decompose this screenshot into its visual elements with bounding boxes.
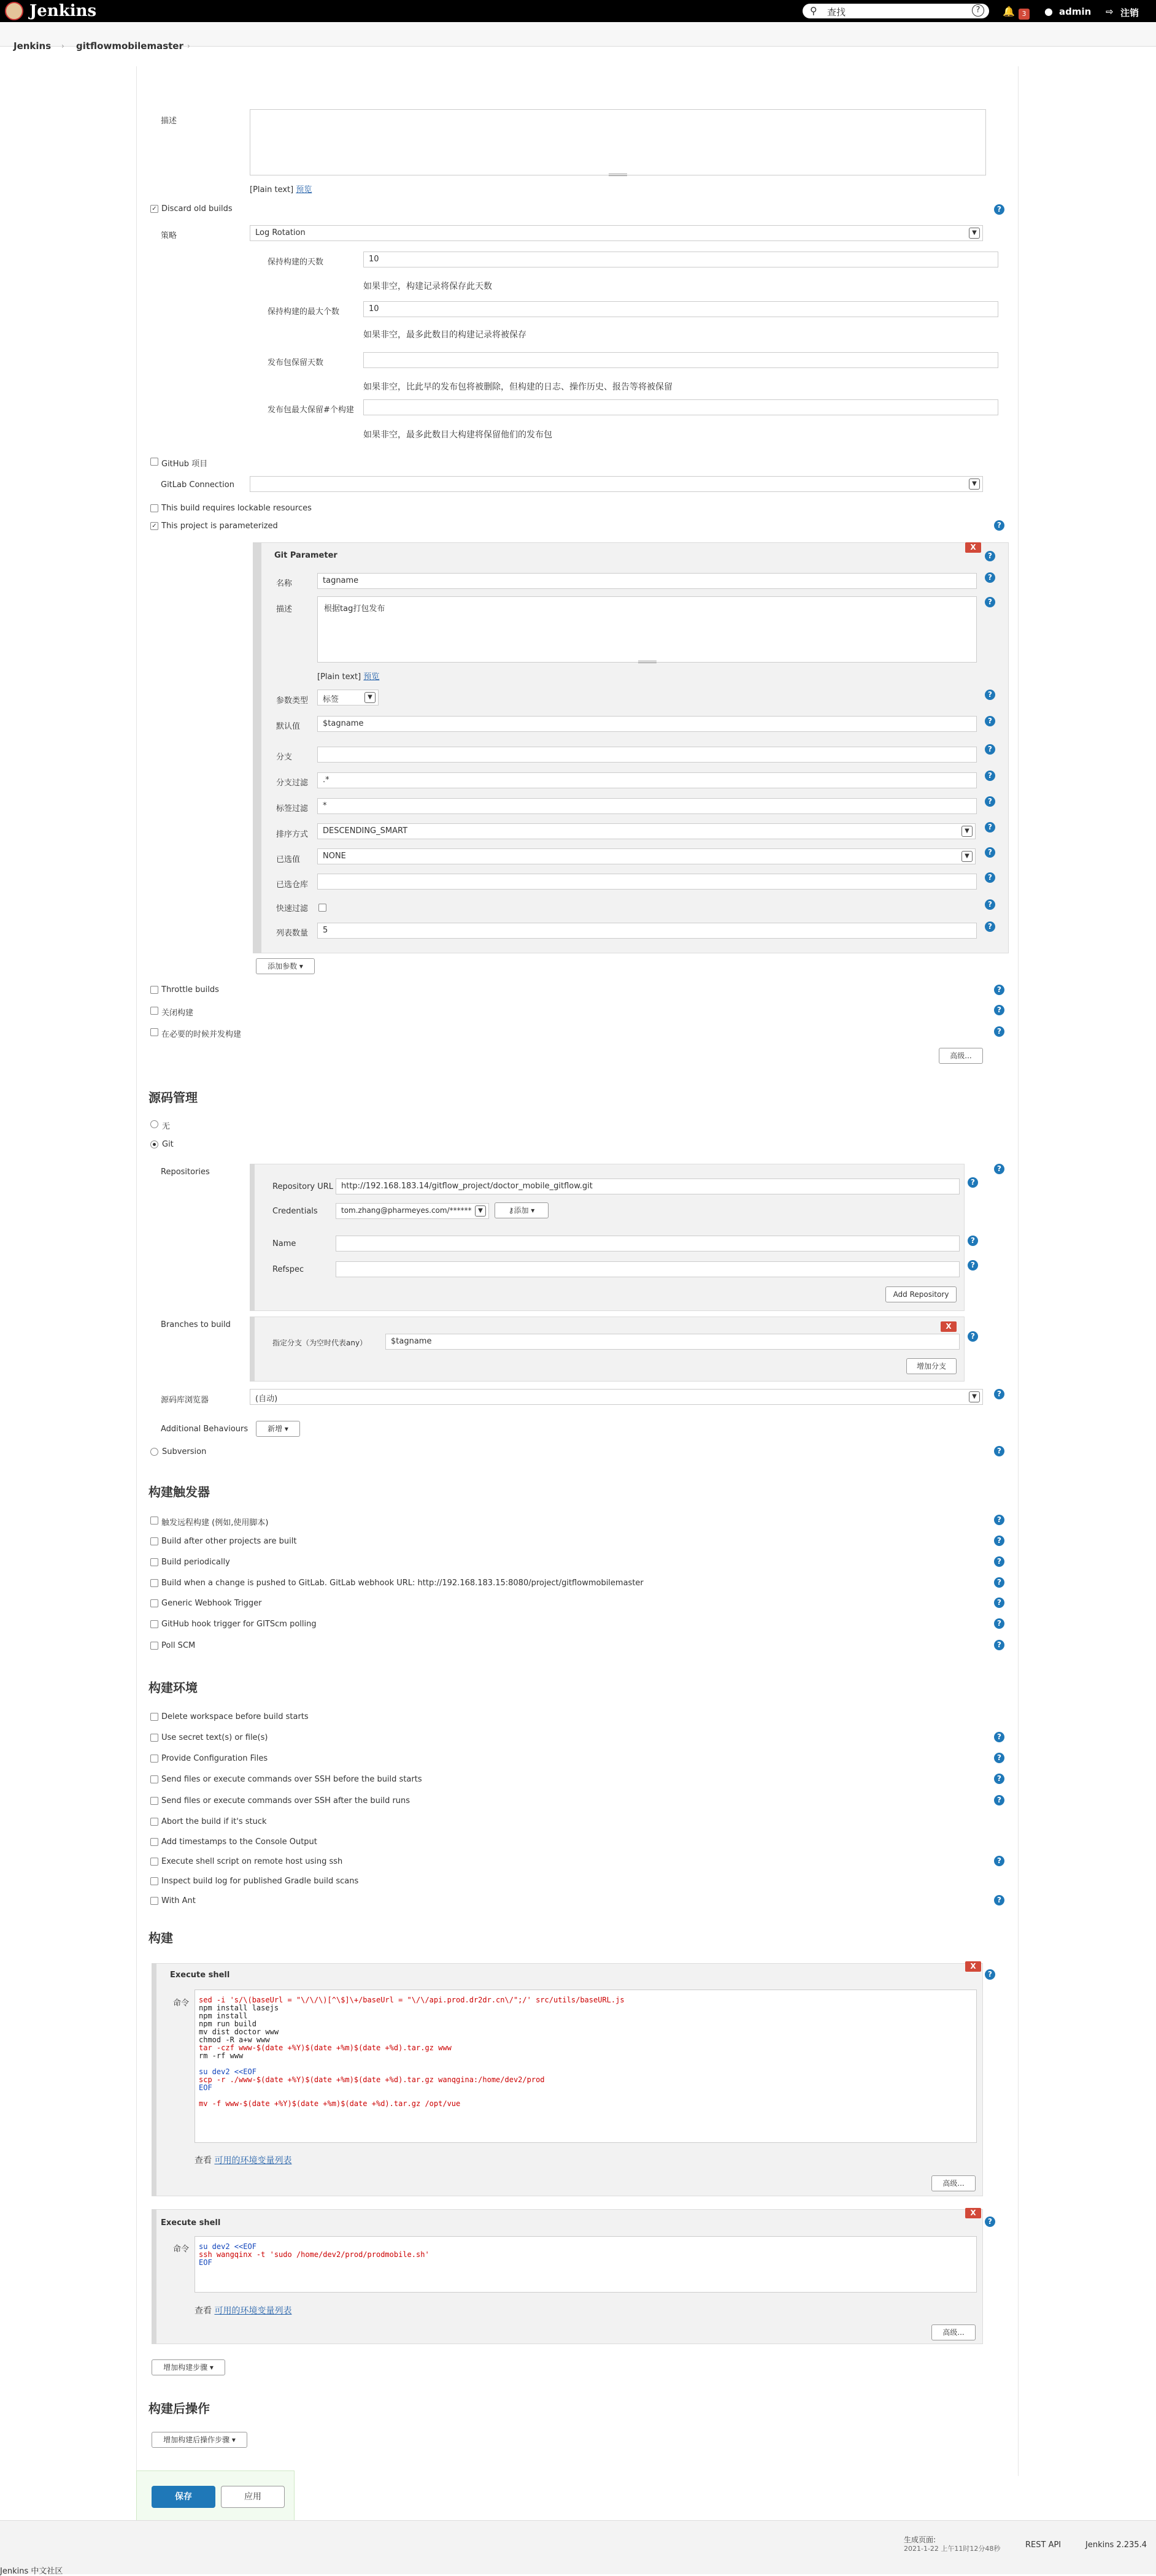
- help-icon[interactable]: ?: [985, 771, 995, 781]
- help-icon[interactable]: ?: [994, 1005, 1004, 1015]
- description-textarea[interactable]: [250, 109, 986, 175]
- step-advanced-button[interactable]: 高级...: [931, 2175, 976, 2191]
- version-link[interactable]: Jenkins 2.235.4: [1085, 2540, 1147, 2550]
- community-link[interactable]: Jenkins 中文社区: [0, 2567, 63, 2576]
- generated-label: 生成页面:: [904, 2536, 936, 2544]
- max-label: 保持构建的最大个数: [268, 307, 340, 317]
- help-icon[interactable]: ?: [994, 1389, 1004, 1399]
- repo-name-input[interactable]: [336, 1236, 960, 1251]
- help-icon[interactable]: ?: [994, 1026, 1004, 1037]
- lockable-checkbox[interactable]: [150, 504, 158, 512]
- env-heading: 构建环境: [148, 1680, 198, 1695]
- code-line: sed -i 's/\(baseUrl = "\/\/\)[^\$]\+/baseUrl = "\/\/api.prod.dr2dr.cn\/";/' src/utils/baseURL.js: [199, 1996, 625, 2004]
- branch-spec-label: 指定分支（为空时代表any）: [272, 1339, 368, 1347]
- preview-link[interactable]: 预览: [296, 185, 312, 194]
- branch-input[interactable]: [317, 747, 977, 763]
- env-label: Send files or execute commands over SSH after the build runs: [161, 1796, 410, 1805]
- help-icon[interactable]: ?: [968, 1260, 978, 1271]
- section-handle[interactable]: [253, 542, 261, 953]
- trigger-label: Generic Webhook Trigger: [161, 1599, 262, 1608]
- env-checkbox[interactable]: [150, 1775, 158, 1783]
- env-label: Send files or execute commands over SSH before the build starts: [161, 1775, 422, 1784]
- refspec-input[interactable]: [336, 1261, 960, 1277]
- name-label: 名称: [276, 579, 293, 588]
- step-title: Execute shell: [170, 1970, 230, 1980]
- credentials-label: Credentials: [272, 1207, 318, 1216]
- help-icon[interactable]: ?: [994, 1753, 1004, 1763]
- env-label: Add timestamps to the Console Output: [161, 1837, 317, 1847]
- artifact-max-input[interactable]: [363, 399, 998, 415]
- step-title: Execute shell: [161, 2218, 221, 2228]
- repositories-label: Repositories: [161, 1167, 210, 1177]
- branches-label: Branches to build: [161, 1320, 231, 1329]
- max-input[interactable]: 10: [363, 301, 998, 317]
- trigger-checkbox[interactable]: [150, 1599, 158, 1607]
- breadcrumb-home[interactable]: Jenkins: [13, 40, 52, 52]
- selected-select[interactable]: NONE ▼: [317, 848, 976, 864]
- command-textarea-1[interactable]: [195, 1990, 977, 2143]
- help-icon[interactable]: ?: [968, 1331, 978, 1342]
- save-button[interactable]: 保存: [152, 2486, 215, 2508]
- trigger-checkbox[interactable]: [150, 1620, 158, 1628]
- env-vars-hint: 查看 可用的环境变量列表: [195, 2306, 292, 2316]
- post-build-heading: 构建后操作: [148, 2401, 210, 2416]
- advanced-button[interactable]: 高级...: [939, 1048, 983, 1064]
- delete-step-button[interactable]: X: [965, 1961, 981, 1972]
- throttle-label: Throttle builds: [161, 985, 219, 994]
- env-vars-link[interactable]: 可用的环境变量列表: [214, 2156, 292, 2166]
- section-handle[interactable]: [250, 1164, 255, 1311]
- param-desc-textarea[interactable]: 根据tag打包发布: [317, 596, 977, 663]
- code-line: scp -r ./www-$(date +%Y)$(date +%m)$(date +%d).tar.gz wanqgina:/home/dev2/prod: [199, 2075, 545, 2084]
- trigger-checkbox[interactable]: [150, 1579, 158, 1587]
- trigger-label: Build when a change is pushed to GitLab. GitLab webhook URL: http://192.168.183.15:8080/project/gitflowmobilemaster: [161, 1578, 644, 1588]
- parameterized-checkbox[interactable]: ✓: [150, 522, 158, 530]
- breadcrumb-separator: ›: [61, 42, 64, 50]
- command-label: 命令: [173, 1999, 190, 2008]
- env-checkbox[interactable]: [150, 1797, 158, 1805]
- browser-select[interactable]: (自动) ▼: [250, 1389, 983, 1405]
- tag-filter-input[interactable]: *: [317, 798, 977, 814]
- help-icon[interactable]: ?: [994, 1795, 1004, 1805]
- default-input[interactable]: $tagname: [317, 716, 977, 732]
- trigger-label: Build after other projects are built: [161, 1537, 297, 1546]
- trigger-checkbox[interactable]: [150, 1537, 158, 1545]
- discard-old-builds-checkbox[interactable]: ✓: [150, 205, 158, 213]
- generated-time: 2021-1-22 上午11时12分48秒: [904, 2545, 1001, 2553]
- concurrent-checkbox[interactable]: [150, 1028, 158, 1036]
- scm-git-label: Git: [162, 1140, 174, 1149]
- help-icon[interactable]: ?: [985, 551, 995, 561]
- user-icon: ●: [1044, 6, 1053, 17]
- sort-label: 排序方式: [276, 830, 309, 839]
- scm-git-radio[interactable]: [150, 1140, 158, 1148]
- github-project-label: GitHub 项目: [161, 459, 208, 469]
- chevron-down-icon: ▼: [475, 1205, 486, 1217]
- preview-link[interactable]: 预览: [363, 672, 380, 682]
- branch-label: 分支: [276, 753, 293, 762]
- help-icon[interactable]: ?: [972, 4, 984, 17]
- desc-label: 描述: [161, 117, 177, 126]
- delete-branch-button[interactable]: X: [941, 1321, 957, 1332]
- artifact-days-label: 发布包保留天数: [268, 358, 324, 367]
- code-line: EOF: [199, 2258, 212, 2267]
- help-icon[interactable]: ?: [968, 1236, 978, 1246]
- plain-text-label: [Plain text] 预览: [250, 185, 312, 194]
- search-icon: ⚲: [810, 5, 817, 17]
- quick-filter-checkbox[interactable]: [318, 904, 326, 912]
- gitlab-connection-select[interactable]: [250, 476, 983, 492]
- triggers-heading: 构建触发器: [148, 1485, 210, 1499]
- list-size-label: 列表数量: [276, 929, 309, 938]
- chevron-down-icon: ▼: [961, 826, 973, 837]
- help-icon[interactable]: ?: [994, 1774, 1004, 1784]
- help-icon[interactable]: ?: [985, 899, 995, 910]
- step-advanced-button[interactable]: 高级...: [931, 2324, 976, 2340]
- trigger-label: 触发远程构建 (例如,使用脚本): [161, 1518, 269, 1528]
- env-checkbox[interactable]: [150, 1877, 158, 1885]
- help-icon[interactable]: ?: [994, 985, 1004, 995]
- help-icon[interactable]: ?: [985, 716, 995, 726]
- parameterized-label: This project is parameterized: [161, 521, 278, 531]
- env-label: Inspect build log for published Gradle build scans: [161, 1877, 359, 1886]
- credentials-select[interactable]: tom.zhang@pharmeyes.com/****** ▼: [336, 1203, 489, 1219]
- scm-heading: 源码管理: [148, 1090, 198, 1105]
- code-line: mv -f www-$(date +%Y)$(date +%m)$(date +%d).tar.gz /opt/vue: [199, 2099, 461, 2108]
- section-handle[interactable]: [250, 1317, 255, 1382]
- code-line: chmod -R a+w www: [199, 2036, 270, 2044]
- quick-filter-label: 快速过滤: [276, 904, 309, 913]
- scm-none-label: 无: [162, 1122, 171, 1131]
- strategy-select[interactable]: Log Rotation ▼: [250, 225, 983, 241]
- env-label: Execute shell script on remote host using ssh: [161, 1857, 343, 1866]
- env-checkbox[interactable]: [150, 1858, 158, 1866]
- help-icon[interactable]: ?: [985, 822, 995, 832]
- trigger-checkbox[interactable]: [150, 1642, 158, 1650]
- code-line: su dev2 <<EOF: [199, 2067, 256, 2076]
- breadcrumb-separator: ›: [187, 42, 190, 50]
- key-icon: ⚷: [508, 1206, 514, 1215]
- bell-icon[interactable]: 🔔: [1003, 6, 1015, 17]
- code-line: [199, 2060, 973, 2068]
- days-hint: 如果非空，构建记录将保存此天数: [363, 282, 492, 291]
- list-size-input[interactable]: 5: [317, 923, 977, 939]
- jenkins-logo[interactable]: [5, 2, 23, 20]
- name-label: Name: [272, 1239, 296, 1248]
- code-line: mv dist doctor www: [199, 2028, 279, 2036]
- throttle-checkbox[interactable]: [150, 986, 158, 994]
- help-icon[interactable]: ?: [994, 1515, 1004, 1525]
- days-label: 保持构建的天数: [268, 258, 324, 267]
- add-credentials-button[interactable]: ⚷添加 ▾: [495, 1202, 549, 1218]
- trigger-label: Poll SCM: [161, 1641, 196, 1650]
- code-line: npm install: [199, 2012, 248, 2020]
- help-icon[interactable]: ?: [994, 1577, 1004, 1588]
- help-icon[interactable]: ?: [994, 1732, 1004, 1742]
- repo-url-input[interactable]: http://192.168.183.14/gitflow_project/doctor_mobile_gitflow.git: [336, 1178, 960, 1194]
- search-input[interactable]: [803, 4, 989, 18]
- brand-title[interactable]: Jenkins: [29, 2, 97, 20]
- add-branch-button[interactable]: 增加分支: [906, 1358, 957, 1374]
- selected-label: 已选值: [276, 855, 301, 864]
- command-label: 命令: [173, 2245, 190, 2254]
- refspec-label: Refspec: [272, 1265, 304, 1274]
- logout-icon: ⇨: [1106, 6, 1114, 17]
- chevron-down-icon: ▼: [969, 1391, 980, 1402]
- help-icon[interactable]: ?: [985, 572, 995, 583]
- help-icon[interactable]: ?: [994, 1618, 1004, 1629]
- trigger-checkbox[interactable]: [150, 1558, 158, 1566]
- subversion-radio[interactable]: [150, 1448, 158, 1456]
- env-checkbox[interactable]: [150, 1897, 158, 1905]
- help-icon[interactable]: ?: [994, 520, 1004, 531]
- command-textarea-2[interactable]: [195, 2236, 977, 2293]
- top-bar: [0, 0, 1156, 22]
- help-icon[interactable]: ?: [994, 1598, 1004, 1608]
- env-checkbox[interactable]: [150, 1713, 158, 1721]
- env-checkbox[interactable]: [150, 1734, 158, 1742]
- disable-checkbox[interactable]: [150, 1007, 158, 1015]
- code-line: npm install lasejs: [199, 2004, 279, 2012]
- repo-label: 已选仓库: [276, 880, 309, 890]
- code-line: npm run build: [199, 2020, 256, 2028]
- help-icon[interactable]: ?: [985, 872, 995, 883]
- strategy-label: 策略: [161, 231, 177, 240]
- search-placeholder: 查找: [827, 7, 846, 18]
- help-icon[interactable]: ?: [985, 847, 995, 858]
- tag-filter-label: 标签过滤: [276, 804, 309, 813]
- add-repository-button[interactable]: Add Repository: [885, 1286, 957, 1302]
- env-checkbox[interactable]: [150, 1818, 158, 1826]
- user-link[interactable]: admin: [1059, 6, 1092, 17]
- help-icon[interactable]: ?: [985, 2217, 995, 2227]
- scm-none-radio[interactable]: [150, 1120, 158, 1128]
- artifact-max-hint: 如果非空，最多此数目大构建将保留他们的发布包: [363, 430, 552, 440]
- artifact-days-hint: 如果非空，比此早的发布包将被删除，但构建的日志、操作历史、报告等将被保留: [363, 382, 672, 392]
- default-label: 默认值: [276, 722, 301, 731]
- artifact-days-input[interactable]: [363, 352, 998, 368]
- chevron-down-icon: ▼: [961, 851, 973, 862]
- github-project-checkbox[interactable]: [150, 458, 158, 466]
- help-icon[interactable]: ?: [985, 921, 995, 932]
- section-handle[interactable]: [152, 1963, 156, 2196]
- env-label: Use secret text(s) or file(s): [161, 1733, 268, 1742]
- git-parameter-title: Git Parameter: [274, 551, 337, 560]
- artifact-max-label: 发布包最大保留#个构建: [268, 406, 354, 415]
- trigger-label: Build periodically: [161, 1558, 230, 1567]
- gitlab-connection-label: GitLab Connection: [161, 480, 234, 490]
- param-desc-label: 描述: [276, 605, 293, 614]
- env-label: Provide Configuration Files: [161, 1754, 268, 1763]
- lockable-label: This build requires lockable resources: [161, 504, 312, 513]
- help-icon[interactable]: ?: [994, 1446, 1004, 1456]
- days-input[interactable]: 10: [363, 252, 998, 267]
- branch-filter-label: 分支过滤: [276, 779, 309, 788]
- type-label: 参数类型: [276, 696, 309, 706]
- rest-api-link[interactable]: REST API: [1025, 2540, 1062, 2550]
- name-input[interactable]: tagname: [317, 573, 977, 589]
- breadcrumb-project[interactable]: gitflowmobilemaster: [76, 40, 183, 52]
- env-label: Abort the build if it's stuck: [161, 1817, 267, 1826]
- help-icon[interactable]: ?: [994, 1536, 1004, 1546]
- help-icon[interactable]: ?: [994, 1895, 1004, 1905]
- apply-button[interactable]: 应用: [221, 2486, 285, 2508]
- code-line: ssh wangqinx -t 'sudo /home/dev2/prod/prodmobile.sh': [199, 2250, 430, 2259]
- help-icon[interactable]: ?: [994, 1640, 1004, 1650]
- code-line: su dev2 <<EOF: [199, 2242, 256, 2251]
- env-vars-link[interactable]: 可用的环境变量列表: [214, 2306, 292, 2316]
- branch-spec-input[interactable]: $tagname: [385, 1334, 960, 1350]
- repo-url-label: Repository URL: [272, 1182, 334, 1191]
- branch-filter-input[interactable]: .*: [317, 772, 977, 788]
- browser-label: 源码库浏览器: [161, 1396, 209, 1405]
- help-icon[interactable]: ?: [994, 1856, 1004, 1866]
- env-vars-hint: 查看 可用的环境变量列表: [195, 2156, 292, 2166]
- notification-badge[interactable]: 3: [1019, 9, 1030, 20]
- help-icon[interactable]: ?: [985, 597, 995, 607]
- help-icon[interactable]: ?: [994, 1556, 1004, 1567]
- discard-old-builds-label: Discard old builds: [161, 204, 233, 213]
- max-hint: 如果非空，最多此数目的构建记录将被保存: [363, 330, 526, 340]
- env-label: Delete workspace before build starts: [161, 1712, 309, 1721]
- help-icon[interactable]: ?: [985, 690, 995, 700]
- concurrent-label: 在必要的时候并发构建: [161, 1030, 242, 1039]
- trigger-checkbox[interactable]: [150, 1517, 158, 1524]
- type-select[interactable]: 标签 ▼: [317, 690, 379, 706]
- subversion-label: Subversion: [162, 1447, 207, 1456]
- logout-link[interactable]: 注销: [1120, 7, 1139, 18]
- help-icon[interactable]: ?: [994, 204, 1004, 215]
- add-build-step-button[interactable]: 增加构建步骤 ▾: [152, 2359, 225, 2375]
- build-heading: 构建: [148, 1931, 173, 1945]
- delete-button[interactable]: X: [965, 542, 981, 553]
- sort-select[interactable]: DESCENDING_SMART ▼: [317, 823, 976, 839]
- repo-input[interactable]: [317, 874, 977, 890]
- help-icon[interactable]: ?: [994, 1164, 1004, 1174]
- chevron-down-icon: ▼: [969, 479, 980, 490]
- env-checkbox[interactable]: [150, 1755, 158, 1763]
- add-post-build-button[interactable]: 增加构建后操作步骤 ▾: [152, 2432, 247, 2448]
- code-line: EOF: [199, 2083, 212, 2092]
- add-behaviour-button[interactable]: 新增 ▾: [256, 1421, 300, 1437]
- help-icon[interactable]: ?: [968, 1177, 978, 1188]
- disable-label: 关闭构建: [161, 1009, 194, 1018]
- help-icon[interactable]: ?: [985, 744, 995, 755]
- trigger-label: GitHub hook trigger for GITScm polling: [161, 1620, 317, 1629]
- help-icon[interactable]: ?: [985, 1969, 995, 1980]
- delete-step-button[interactable]: X: [965, 2208, 981, 2218]
- code-line: rm -rf www: [199, 2051, 244, 2060]
- behaviours-label: Additional Behaviours: [161, 1424, 249, 1434]
- env-checkbox[interactable]: [150, 1838, 158, 1846]
- param-plain-text: [Plain text] 预览: [317, 672, 380, 682]
- chevron-down-icon: ▼: [364, 692, 376, 703]
- env-label: With Ant: [161, 1896, 196, 1905]
- code-line: tar -czf www-$(date +%Y)$(date +%m)$(date +%d).tar.gz www: [199, 2043, 452, 2052]
- section-handle[interactable]: [152, 2209, 156, 2344]
- add-param-button[interactable]: 添加参数 ▾: [256, 958, 315, 974]
- help-icon[interactable]: ?: [985, 796, 995, 807]
- chevron-down-icon: ▼: [969, 228, 980, 239]
